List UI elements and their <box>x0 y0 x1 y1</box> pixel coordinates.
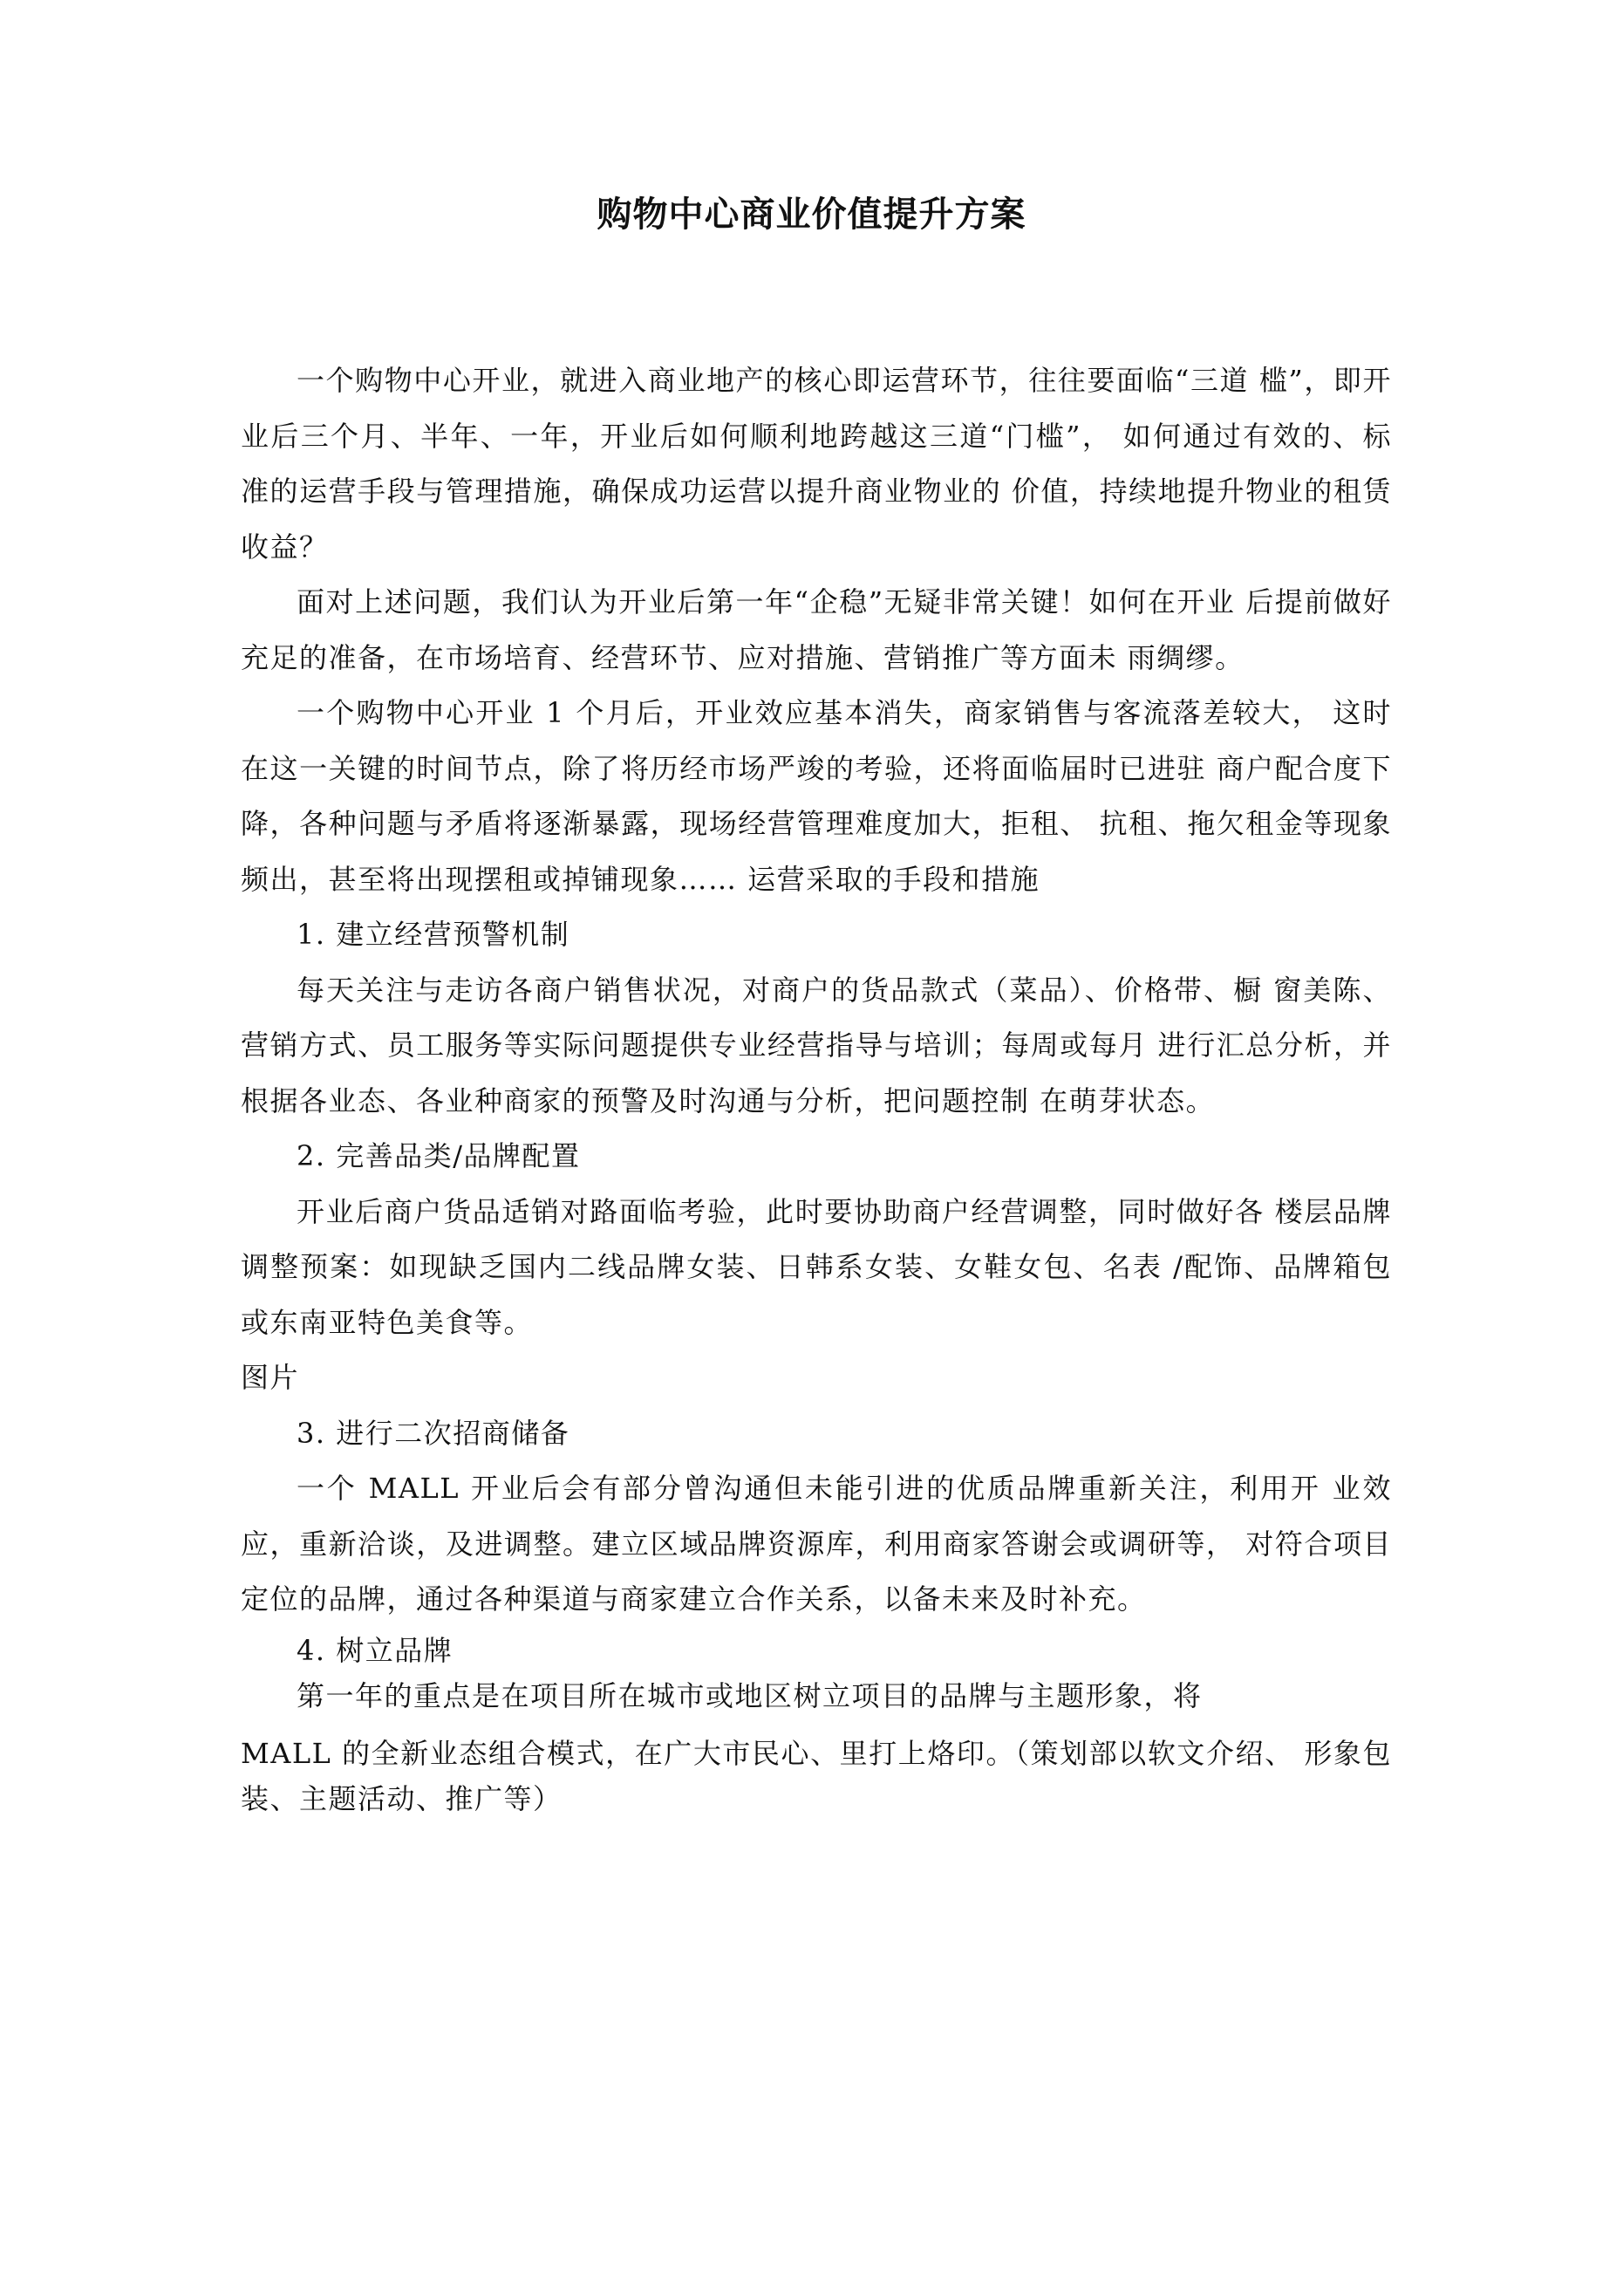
paragraph-question: 面对上述问题，我们认为开业后第一年“企稳”无疑非常关键！如何在开业 后提前做好充足的准备，在市场培育、经营环节、应对措施、营销推广等方面未 雨绸缪。 <box>241 585 1392 674</box>
section-heading-1: 1. 建立经营预警机制 <box>297 918 570 951</box>
section-text-3: 一个 MALL 开业后会有部分曾沟通但未能引进的优质品牌重新关注，利用开 业效应，重新洽谈，及进调整。建立区域品牌资源库，利用商家答谢会或调研等， 对符合项目定位的品牌，通过各种渠道与商家建立合作关系，以备未来及时补充。 <box>241 1472 1392 1616</box>
document-body <box>241 353 1392 1821</box>
paragraph-context: 一个购物中心开业 1 个月后，开业效应基本消失，商家销售与客流落差较大， 这时在这一关键的时间节点，除了将历经市场严竣的考验，还将面临届时已进驻 商户配合度下降，各种问题与矛盾将逐渐暴露，现场经营管理难度加大，拒租、 抗租、拖欠租金等现象频出，甚至将出现摆租或掉铺现象…… 运营采取的手段和措施 <box>241 696 1392 896</box>
paragraph-intro: 一个购物中心开业，就进入商业地产的核心即运营环节，往往要面临“三道 槛”，即开业后三个月、半年、一年，开业后如何顺利地跨越这三道“门槛”， 如何通过有效的、标准的运营手段与管理措施，确保成功运营以提升商业物业的 价值，持续地提升物业的租赁收益？ <box>241 364 1392 564</box>
section-heading-4: 4. 树立品牌 <box>297 1633 453 1667</box>
section-heading-2: 2. 完善品类/品牌配置 <box>297 1139 581 1172</box>
document-title: 购物中心商业价值提升方案 <box>597 195 1026 235</box>
section-text-2: 开业后商户货品适销对路面临考验，此时要协助商户经营调整，同时做好各 楼层品牌调整预案：如现缺乏国内二线品牌女装、日韩系女装、女鞋女包、名表 /配饰、品牌箱包或东南亚特色美食等。 <box>241 1194 1392 1339</box>
section-text-1: 每天关注与走访各商户销售状况，对商户的货品款式（菜品）、价格带、橱 窗美陈、营销方式、员工服务等实际问题提供专业经营指导与培训；每周或每月 进行汇总分析，并根据各业态、各业种商家的预警及时沟通与分析，把问题控制 在萌芽状态。 <box>241 973 1392 1117</box>
section-heading-3: 3. 进行二次招商储备 <box>297 1416 570 1450</box>
section-text-4-continued: MALL 的全新业态组合模式，在广大市民心、里打上烙印。（策划部以软文介绍、 形象包装、主题活动、推广等） <box>241 1736 1392 1815</box>
section-text-4: 第一年的重点是在项目所在城市或地区树立项目的品牌与主题形象，将 <box>297 1678 1203 1712</box>
image-placeholder-label: 图片 <box>241 1361 300 1394</box>
